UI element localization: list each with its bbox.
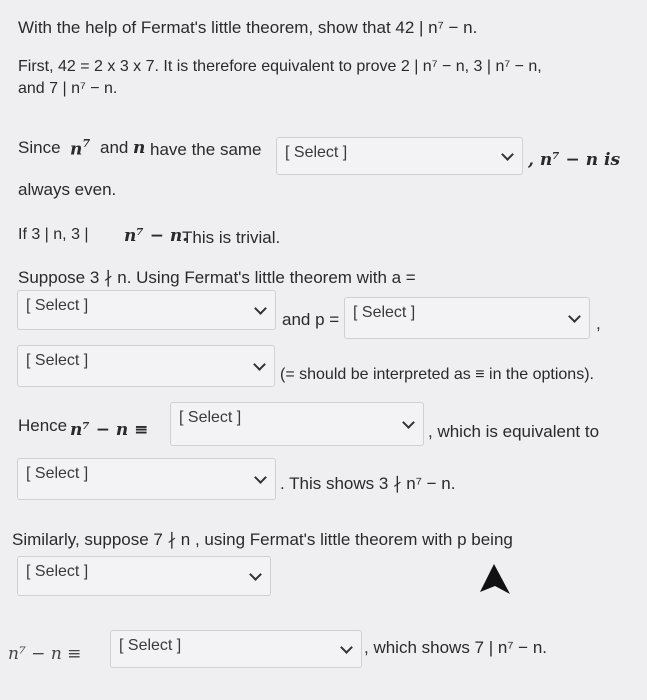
chevron-down-icon — [340, 641, 353, 654]
always-even: always even. — [18, 180, 117, 199]
hence-math: n⁷ − n ≡ — [70, 420, 149, 440]
hence-select[interactable] — [170, 402, 424, 446]
parity-select[interactable] — [276, 137, 523, 175]
equivalent-select[interactable] — [17, 458, 276, 500]
similarly-text: Similarly, suppose 7 ∤ n , using Fermat's little theorem with p being — [12, 530, 513, 549]
chevron-down-icon — [249, 568, 262, 581]
p-value-select[interactable] — [344, 297, 590, 339]
p-value-select-placeholder: [ Select ] — [353, 304, 416, 321]
mouse-pointer-icon — [478, 562, 512, 598]
final-math: n⁷ − n ≡ — [8, 644, 82, 664]
chevron-down-icon — [254, 302, 267, 315]
hence-select-placeholder: [ Select ] — [179, 409, 242, 426]
parity-select-placeholder: [ Select ] — [285, 144, 348, 161]
fermat-congruence-select[interactable] — [17, 345, 275, 387]
final-select[interactable] — [110, 630, 362, 668]
chevron-down-icon — [253, 358, 266, 371]
which-shows-7: , which shows 7 | n⁷ − n. — [364, 638, 548, 657]
since-have-same: have the same — [150, 140, 262, 159]
and-p-label: and p = — [282, 310, 340, 329]
final-select-placeholder: [ Select ] — [119, 637, 182, 654]
chevron-down-icon — [501, 148, 514, 161]
a-value-select-placeholder: [ Select ] — [26, 297, 89, 314]
suppose3-text: Suppose 3 ∤ n. Using Fermat's little theorem with a = — [18, 268, 416, 287]
chevron-down-icon — [568, 310, 581, 323]
if3-math: n⁷ − n. — [124, 226, 189, 246]
comma: , — [596, 314, 601, 333]
this-shows-3: . This shows 3 ∤ n⁷ − n. — [280, 474, 456, 493]
p7-select[interactable] — [17, 556, 271, 596]
n7-math: $n^7$ — [70, 137, 91, 160]
hence-suffix: , which is equivalent to — [428, 422, 600, 441]
a-value-select[interactable] — [17, 290, 276, 330]
since-and: and — [100, 138, 129, 157]
intro-line-2: and 7 | n⁷ − n. — [18, 80, 118, 97]
since-suffix: , n⁷ − n is — [528, 150, 621, 170]
trivial-text: This is trivial. — [182, 228, 281, 247]
n-math: n — [133, 138, 146, 158]
intro-line-1: First, 42 = 2 x 3 x 7. It is therefore equivalent to prove 2 | n⁷ − n, 3 | n⁷ − n, — [18, 58, 542, 75]
hence-prefix: Hence — [18, 416, 68, 435]
p7-select-placeholder: [ Select ] — [26, 563, 89, 580]
if3-text: If 3 | n, 3 | — [18, 226, 89, 243]
equivalent-select-placeholder: [ Select ] — [26, 465, 89, 482]
chevron-down-icon — [254, 471, 267, 484]
fermat-congruence-select-placeholder: [ Select ] — [26, 352, 89, 369]
problem-title: With the help of Fermat's little theorem, show that 42 | n⁷ − n. — [18, 18, 478, 37]
since-prefix: Since — [18, 138, 61, 157]
chevron-down-icon — [402, 416, 415, 429]
equiv-note: (= should be interpreted as ≡ in the options). — [280, 366, 594, 383]
